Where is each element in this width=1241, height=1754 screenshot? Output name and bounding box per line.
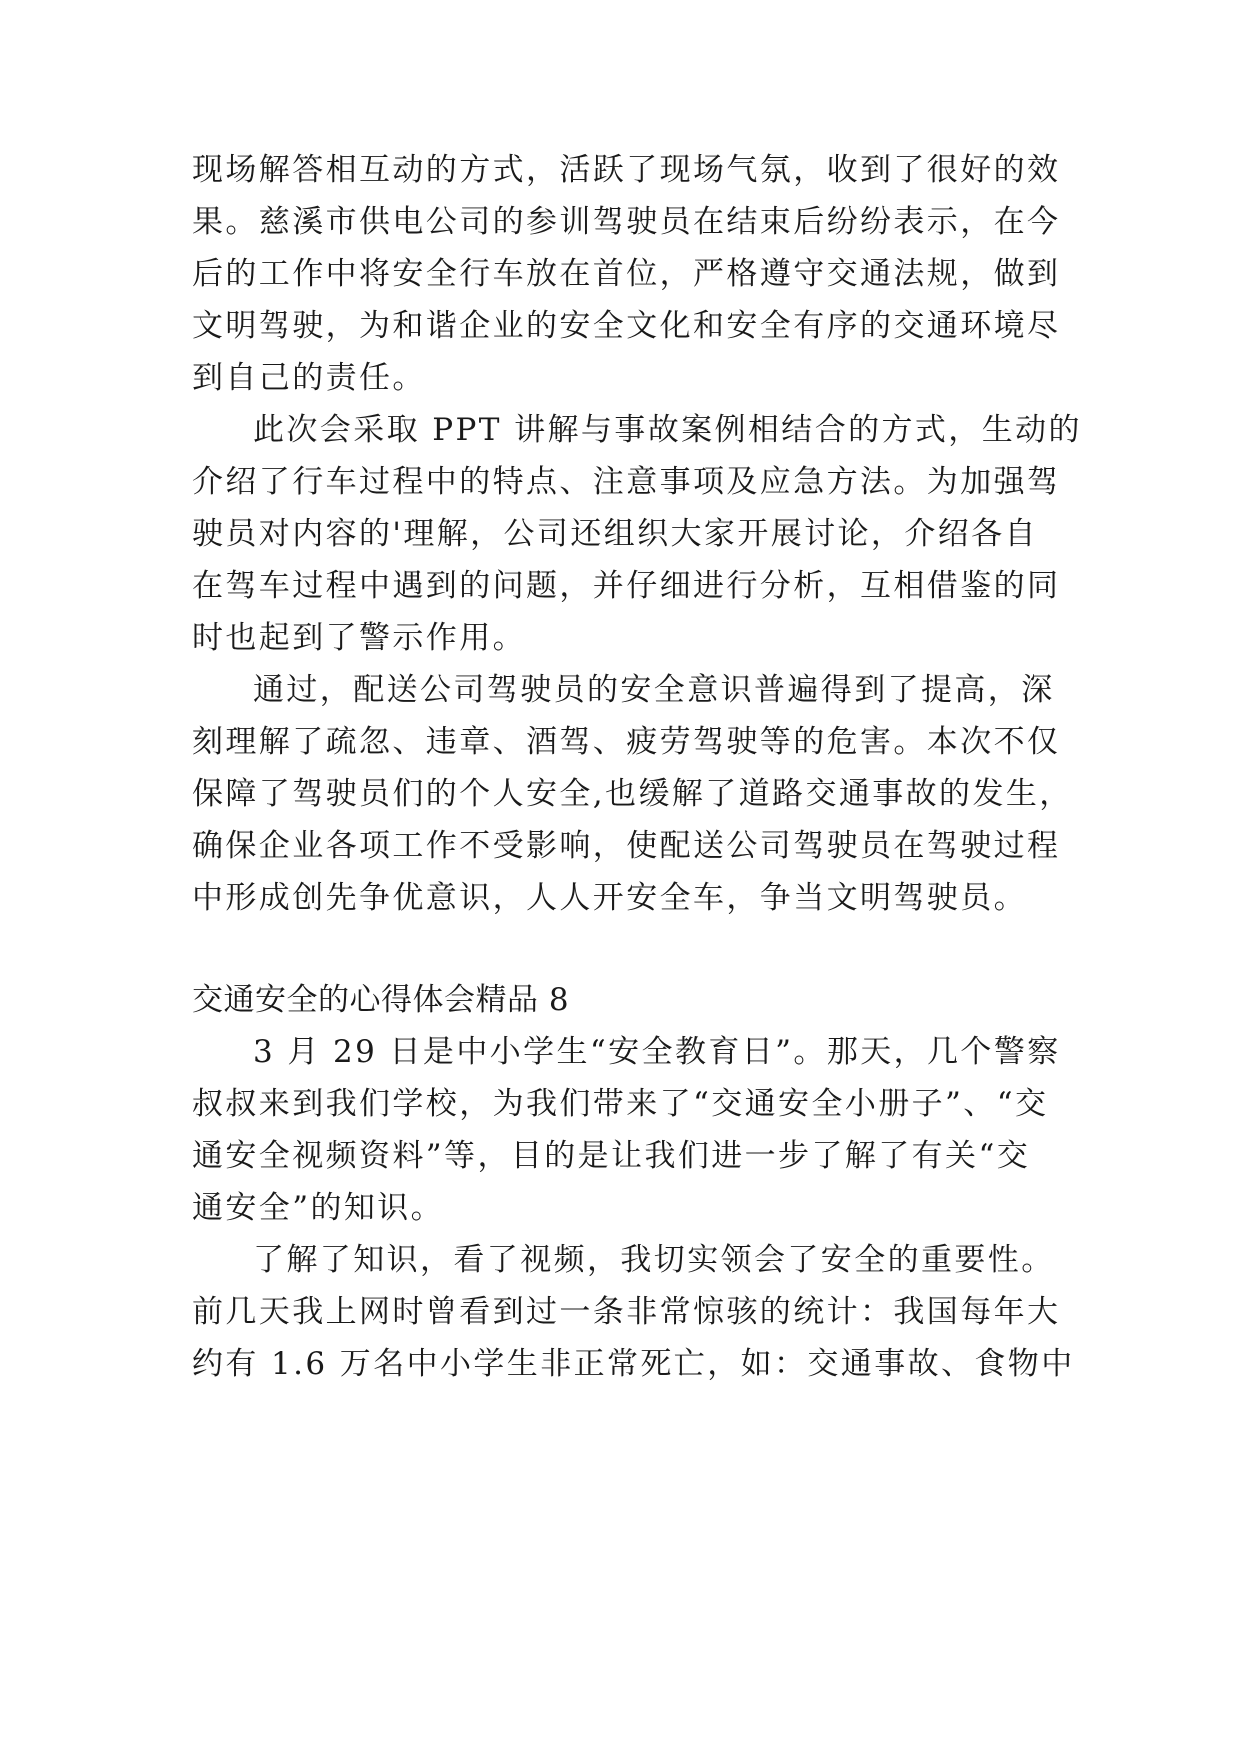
- text-line: 通安全”的知识。: [192, 1190, 445, 1226]
- text-line: 果。慈溪市供电公司的参训驾驶员在结束后纷纷表示，在今: [192, 204, 1061, 240]
- text-line: 文明驾驶，为和谐企业的安全文化和安全有序的交通环境尽: [192, 308, 1061, 344]
- text-line: 通安全视频资料”等，目的是让我们进一步了解了有关“交: [192, 1138, 1031, 1174]
- text-line: 3 月 29 日是中小学生“安全教育日”。那天，几个警察: [253, 1034, 1061, 1070]
- text-line: 通过，配送公司驾驶员的安全意识普遍得到了提高，深: [253, 672, 1055, 708]
- text-line: 了解了知识，看了视频，我切实领会了安全的重要性。: [253, 1242, 1055, 1278]
- text-line: 驶员对内容的'理解，公司还组织大家开展讨论，介绍各自: [192, 516, 1038, 552]
- text-line: 后的工作中将安全行车放在首位，严格遵守交通法规，做到: [192, 256, 1061, 292]
- text-line: 时也起到了警示作用。: [192, 620, 526, 656]
- text-line: 中形成创先争优意识，人人开安全车，争当文明驾驶员。: [192, 880, 1027, 916]
- section-heading: 交通安全的心得体会精品 8: [192, 982, 570, 1018]
- text-line: 此次会采取 PPT 讲解与事故案例相结合的方式，生动的: [253, 412, 1082, 448]
- text-line: 叔叔来到我们学校，为我们带来了“交通安全小册子”、“交: [192, 1086, 1049, 1122]
- text-line: 在驾车过程中遇到的问题，并仔细进行分析，互相借鉴的同: [192, 568, 1061, 604]
- text-line: 刻理解了疏忽、违章、酒驾、疲劳驾驶等的危害。本次不仅: [192, 724, 1061, 760]
- text-line: 约有 1.6 万名中小学生非正常死亡，如：交通事故、食物中: [192, 1346, 1075, 1382]
- text-line: 确保企业各项工作不受影响，使配送公司驾驶员在驾驶过程: [192, 828, 1061, 864]
- text-line: 现场解答相互动的方式，活跃了现场气氛，收到了很好的效: [192, 152, 1061, 188]
- text-line: 保障了驾驶员们的个人安全,也缓解了道路交通事故的发生，: [192, 776, 1073, 812]
- text-line: 介绍了行车过程中的特点、注意事项及应急方法。为加强驾: [192, 464, 1061, 500]
- text-line: 到自己的责任。: [192, 360, 426, 396]
- text-line: 前几天我上网时曾看到过一条非常惊骇的统计：我国每年大: [192, 1294, 1061, 1330]
